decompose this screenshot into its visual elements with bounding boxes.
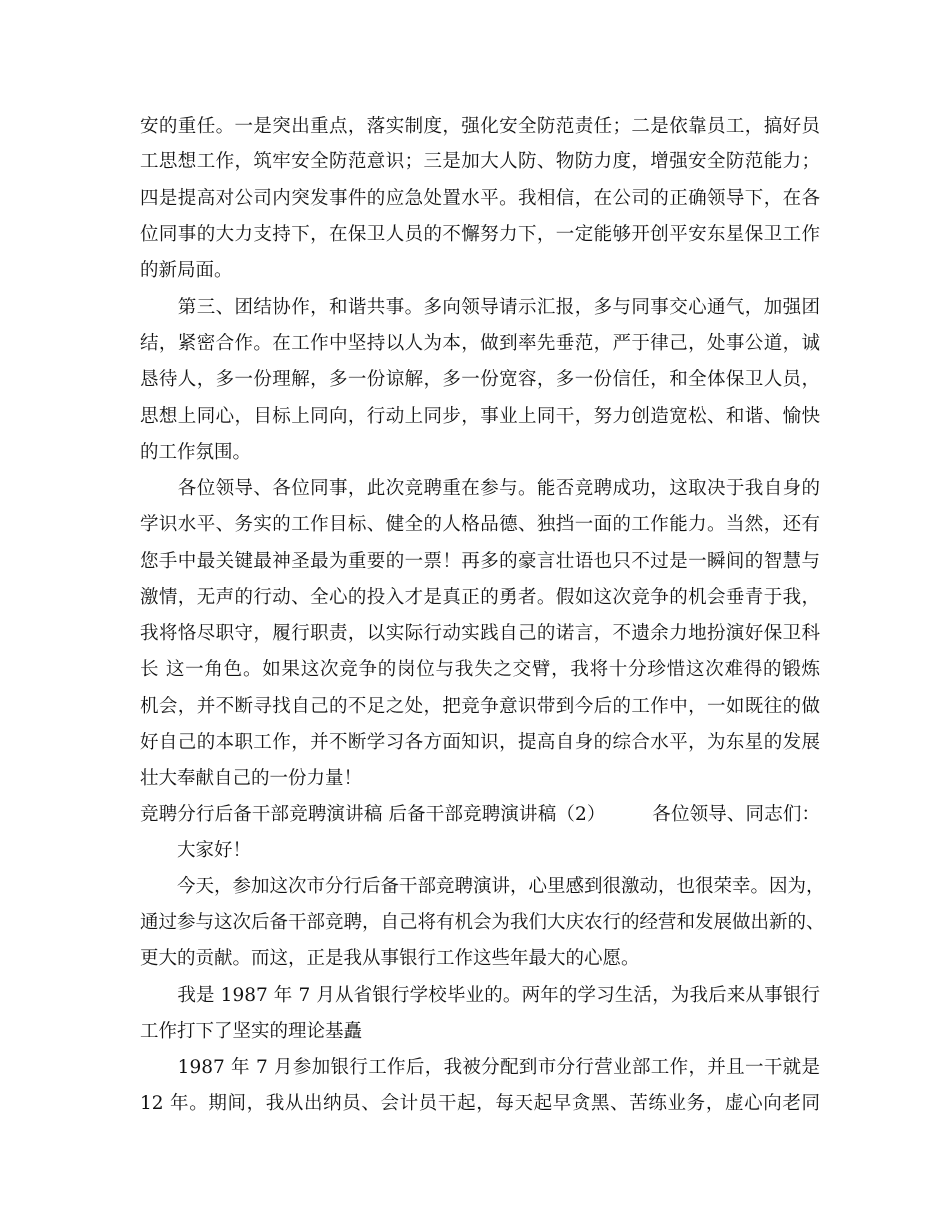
text-line: 的工作氛围。 — [140, 442, 252, 463]
text-line: 学识水平、务实的工作目标、健全的人格品德、独挡一面的工作能力。当然，还有 — [140, 514, 820, 535]
text-line: 1987 年 7 月参加银行工作后，我被分配到市分行营业部工作，并且一干就是 — [140, 1057, 820, 1078]
greeting: 大家好！ — [140, 840, 252, 861]
text-line: 壮大奉献自己的一份力量！ — [140, 768, 363, 789]
text-line: 通过参与这次后备干部竞聘，自己将有机会为我们大庆农行的经营和发展做出新的、 — [140, 912, 825, 933]
text-line: 恳待人，多一份理解，多一份谅解，多一份宽容，多一份信任，和全体保卫人员， — [140, 369, 820, 390]
text-line: 安的重任。一是突出重点，落实制度，强化安全防范责任；二是依靠员工，搞好员 — [140, 116, 820, 137]
text-line: 工作打下了坚实的理论基矗 — [140, 1021, 363, 1042]
text-line: 长 这一角色。如果这次竞争的岗位与我失之交臂，我将十分珍惜这次难得的锻炼 — [140, 659, 820, 680]
text-line: 四是提高对公司内突发事件的应急处置水平。我相信，在公司的正确领导下，在各 — [140, 188, 820, 209]
text-line: 好自己的本职工作，并不断学习各方面知识，提高自身的综合水平，为东星的发展 — [140, 732, 820, 753]
text-line: 结，紧密合作。在工作中坚持以人为本，做到率先垂范，严于律己，处事公道，诚 — [140, 333, 820, 354]
text-line: 今天，参加这次市分行后备干部竞聘演讲，心里感到很激动，也很荣幸。因为， — [140, 876, 825, 897]
text-line: 我将恪尽职守，履行职责，以实际行动实践自己的诺言，不遗余力地扮演好保卫科 — [140, 623, 820, 644]
text-line: 机会，并不断寻找自己的不足之处，把竞争意识带到今后的工作中，一如既往的做 — [140, 696, 820, 717]
text-line: 的新局面。 — [140, 260, 233, 281]
text-line: 您手中最关键最神圣最为重要的一票！再多的豪言壮语也只不过是一瞬间的智慧与 — [140, 551, 820, 572]
text-line: 工思想工作，筑牢安全防范意识；三是加大人防、物防力度，增强安全防范能力； — [140, 151, 820, 172]
text-line: 思想上同心，目标上同向，行动上同步，事业上同干，努力创造宽松、和谐、愉快 — [140, 406, 820, 427]
text-line: 我是 1987 年 7 月从省银行学校毕业的。两年的学习生活，为我后来从事银行 — [140, 985, 820, 1006]
text-line: 第三、团结协作，和谐共事。多向领导请示汇报，多与同事交心通气，加强团 — [140, 297, 820, 318]
text-line: 激情，无声的行动、全心的投入才是真正的勇者。假如这次竞争的机会垂青于我， — [140, 587, 820, 608]
section-heading: 竞聘分行后备干部竞聘演讲稿 后备干部竞聘演讲稿（2） 各位领导、同志们： — [140, 804, 820, 825]
text-line: 12 年。期间，我从出纳员、会计员干起，每天起早贪黑、苦练业务，虚心向老同 — [140, 1093, 820, 1114]
text-line: 各位领导、各位同事，此次竞聘重在参与。能否竞聘成功，这取决于我自身的 — [140, 478, 820, 499]
text-line: 更大的贡献。而这，正是我从事银行工作这些年最大的心愿。 — [140, 948, 640, 969]
text-line: 位同事的大力支持下，在保卫人员的不懈努力下，一定能够开创平安东星保卫工作 — [140, 224, 820, 245]
